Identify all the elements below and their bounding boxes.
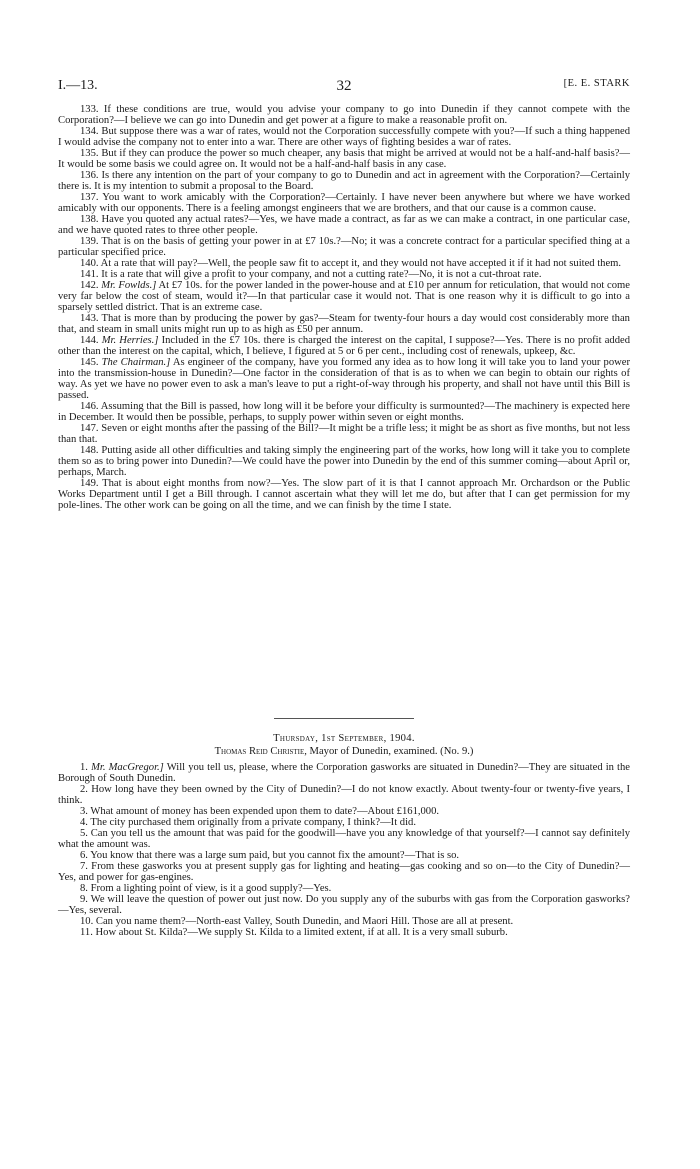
testimony-text: Have you quoted any actual rates?—Yes, we have made a contract, as far as we can make a contract, in one particular case, and we have quoted rates to three other people. [58,214,630,236]
testimony-text: That is on the basis of getting your power in at £7 10s.?—No; it was a concrete contract for a particular specified thing at a particular specified price. [58,236,630,258]
testimony-text: We will leave the question of power out just now. Do you supply any of the suburbs with gas from the Corporation gasworks?—Yes, several. [58,894,630,916]
witness-description: Mayor of Dunedin, examined. (No. 9.) [309,746,474,757]
question-answer [58,357,630,401]
question-number: 135. [80,148,99,159]
testimony-text: Is there any intention on the part of your company to go to Dunedin and act in agreement with the Corporation?—Certainly there is. It is my intention to submit a proposal to the Board. [58,170,630,192]
question-answer [58,148,630,170]
question-number: 8. [80,883,88,894]
evidence-section-christie [58,762,630,938]
question-answer [58,927,630,938]
testimony-text: The city purchased them originally from a private company, I think?—It did. [90,817,416,828]
testimony-text: Putting aside all other difficulties and taking simply the engineering part of the works, how long will it take you to complete them so as to bring power into Dunedin?—We could have the power into Dunedin by the end of this summer coming—about April or, perhaps, March. [58,445,630,478]
speaker-name: Mr. Herries.] [101,335,159,346]
testimony-text: Included in the £7 10s. there is charged the interest on the capital, I suppose?—Yes. There is no profit added other than the interest on the capital, which, I believe, I figured at 5 or 6 per cent., including cost of renewals, upkeep, &c. [58,335,630,357]
question-answer [58,258,630,269]
evidence-section-stark [58,104,630,511]
question-answer [58,817,630,828]
question-answer [58,894,630,916]
witness-heading [58,746,630,757]
testimony-text: That is about eight months from now?—Yes. The slow part of it is that I cannot approach Mr. Orchardson or the Public Works Department until I get a Bill through. I cannot ascertain what they will let me do, but after that I can get permission for my pole-lines. The other work can be going on all the time, and we can finish by the time I state. [58,478,630,511]
question-number: 149. [80,478,99,489]
testimony-text: Seven or eight months after the passing of the Bill?—It might be a trifle less; it might be as short as five months, but not less than that. [58,423,630,445]
speaker-name: The Chairman.] [101,357,171,368]
question-number: 2. [80,784,88,795]
speaker-name: Mr. Fowlds.] [101,280,157,291]
question-number: 6. [80,850,88,861]
testimony-text: How long have they been owned by the City of Dunedin?—I do not know exactly. About twenty-four or twenty-five years, I think. [58,784,630,806]
page-header [58,78,630,98]
question-answer [58,445,630,478]
question-answer [58,478,630,511]
question-answer [58,883,630,894]
question-number: 9. [80,894,88,905]
witness-running-head: [E. E. STARK [563,78,630,89]
question-number: 145. [80,357,99,368]
question-answer [58,784,630,806]
question-number: 134. [80,126,99,137]
question-number: 133. [80,104,99,115]
question-answer [58,828,630,850]
testimony-text: Can you tell us the amount that was paid for the goodwill—have you any knowledge of that yourself?—I cannot say definitely what the amount was. [58,828,630,850]
testimony-text: Can you name them?—North-east Valley, South Dunedin, and Maori Hill. Those are all at present. [95,916,514,927]
question-number: 11. [80,927,93,938]
question-answer [58,401,630,423]
question-number: 141. [80,269,99,280]
testimony-text: At a rate that will pay?—Well, the people saw fit to accept it, and they would not have accepted it if it had not suited them. [100,258,622,269]
question-answer [58,762,630,784]
question-number: 144. [80,335,99,346]
question-answer [58,916,630,927]
question-number: 148. [80,445,99,456]
question-answer [58,104,630,126]
testimony-text: You want to work amicably with the Corporation?—Certainly. I have never been anywhere but where we have worked amicably with our opponents. There is a feeling amongst engineers that we are brothers, and that our cause is a common cause. [58,192,630,214]
testimony-text: What amount of money has been expended upon them to date?—About £161,000. [90,806,440,817]
testimony-text: How about St. Kilda?—We supply St. Kilda to a limited extent, if at all. It is a very small suburb. [95,927,508,938]
question-number: 1. [80,762,88,773]
testimony-text: But if they can produce the power so much cheaper, any basis that might be arrived at would not be a half-and-half basis?—It would be some basis we could agree on. It would not be a half-and-half basis in any case. [58,148,630,170]
question-number: 137. [80,192,99,203]
question-number: 147. [80,423,99,434]
testimony-text: That is more than by producing the power by gas?—Steam for twenty-four hours a day would cost considerably more than that, and steam in small units might run up to as high as £50 per annum. [58,313,630,335]
question-answer [58,423,630,445]
question-number: 140. [80,258,99,269]
question-number: 7. [80,861,88,872]
session-date: Thursday, 1st September, 1904. [273,733,415,744]
question-number: 10. [80,916,94,927]
section-divider [274,718,414,719]
testimony-text: From a lighting point of view, is it a good supply?—Yes. [90,883,332,894]
testimony-text: From these gasworks you at present supply gas for lighting and heating—gas cooking and so on—to the City of Dunedin?—Yes, and power for gas-engines. [58,861,630,883]
testimony-text: You know that there was a large sum paid, but you cannot fix the amount?—That is so. [90,850,460,861]
page-number: 32 [336,78,352,94]
testimony-text: Assuming that the Bill is passed, how long will it be before your difficulty is surmounted?—The machinery is expected here in December. It would then be possible, perhaps, to supply power within seven or eight months. [58,401,630,423]
question-answer [58,861,630,883]
speaker-name: Mr. MacGregor.] [91,762,164,773]
question-answer [58,236,630,258]
question-answer [58,269,630,280]
question-answer [58,126,630,148]
question-number: 146. [80,401,99,412]
question-answer [58,850,630,861]
question-answer [58,170,630,192]
question-number: 3. [80,806,88,817]
testimony-text: It is a rate that will give a profit to your company, and not a cutting rate?—No, it is not a cut-throat rate. [101,269,542,280]
question-number: 136. [80,170,99,181]
question-number: 142. [80,280,99,291]
witness-name: Thomas Reid Christie, [214,746,307,757]
question-number: 4. [80,817,88,828]
question-answer [58,335,630,357]
question-number: 5. [80,828,88,839]
question-number: 138. [80,214,99,225]
testimony-text: At £7 10s. for the power landed in the power-house and at £10 per annum for reticulation, that would not come very far below the cost of steam, would it?—In that particular case it would not. That is one reason why it is difficult to go into a sparsely settled district. That is an extreme case. [58,280,630,313]
question-answer [58,192,630,214]
question-answer [58,214,630,236]
paper-reference: I.—13. [58,78,98,93]
question-number: 143. [80,313,99,324]
question-answer [58,806,630,817]
question-answer [58,280,630,313]
testimony-text: Will you tell us, please, where the Corporation gasworks are situated in Dunedin?—They are situated in the Borough of South Dunedin. [58,762,630,784]
question-answer [58,313,630,335]
question-number: 139. [80,236,99,247]
testimony-text: But suppose there was a war of rates, would not the Corporation successfully compete with you?—If such a thing happened I would advise the company not to enter into a war. There are other ways of fighting besides a war of rates. [58,126,630,148]
testimony-text: As engineer of the company, have you formed any idea as to how long it will take you to land your power into the transmission-house in Dunedin?—One factor in the consideration of that is as to when we can begin to obtain our rights of way. As yet we have no power even to ask a man's leave to put a right-of-way through his property, and shall not have until this Bill is passed. [58,357,630,401]
testimony-text: If these conditions are true, would you advise your company to go into Dunedin if they cannot compete with the Corporation?—I believe we can go into Dunedin and get power at a figure to make a reasonable profit on. [58,104,630,126]
